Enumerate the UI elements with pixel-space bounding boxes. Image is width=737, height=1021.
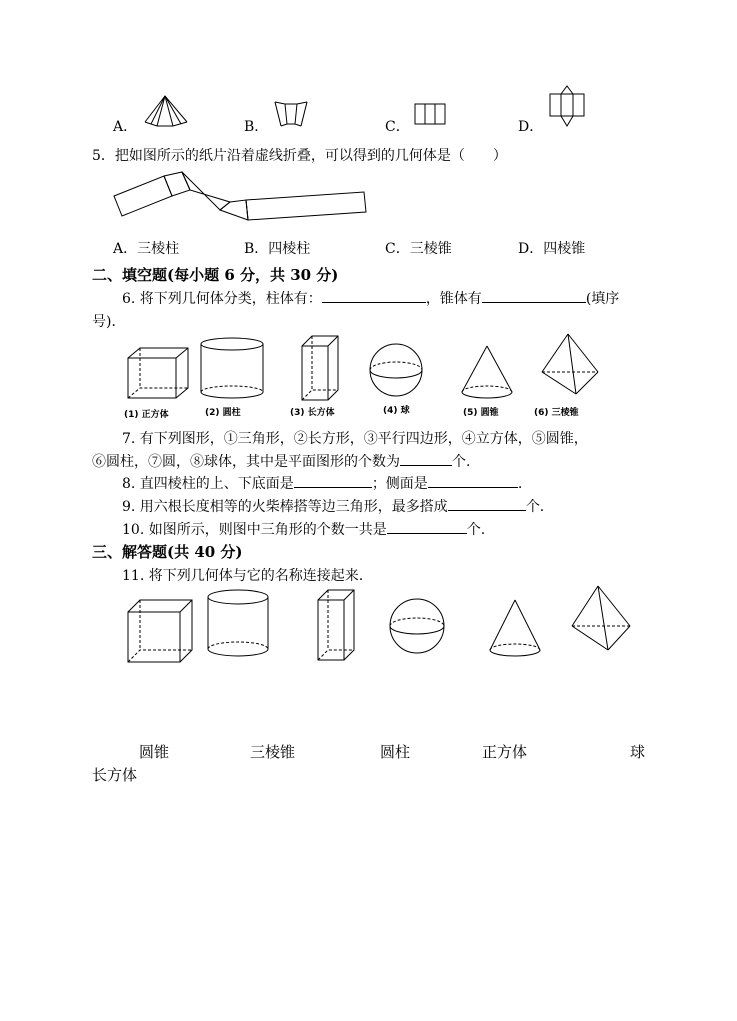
q6-sphere-figure	[368, 342, 424, 398]
q8-text-2: ；侧面是	[371, 476, 428, 492]
q10-text: 10. 如图所示，则图中三角形的个数一共是	[122, 522, 387, 538]
q6-blank-prisms[interactable]	[322, 288, 426, 303]
q7-end: 个.	[452, 454, 471, 470]
q6-line2: 号)．	[92, 314, 126, 330]
q6-caption-3: (3) 长方体	[290, 408, 335, 418]
q11-cuboid-figure	[316, 588, 356, 662]
q8-blank-sides[interactable]	[428, 473, 518, 488]
section3-title: 三、解答题(共 40 分)	[92, 543, 243, 561]
q5-option-d: D．四棱锥	[518, 241, 586, 257]
q11-name-cuboid: 长方体	[92, 766, 138, 784]
q7-line2	[92, 451, 470, 471]
q11-name-cube: 正方体	[482, 743, 528, 761]
q4-option-b-figure	[273, 100, 309, 128]
q4-option-b-label: B．	[244, 119, 269, 135]
q4-option-a-figure	[143, 94, 189, 128]
q5-text: 5．把如图所示的纸片沿着虚线折叠，可以得到的几何体是（ ）	[92, 148, 507, 164]
q6-text-1: 6. 将下列几何体分类，柱体有：	[122, 291, 322, 307]
q6-text-3: (填序	[585, 291, 620, 307]
q8-text-1: 8. 直四棱柱的上、下底面是	[122, 476, 294, 492]
q4-option-c-label: C．	[385, 119, 410, 135]
q5-net-figure	[112, 170, 368, 224]
q7-blank[interactable]	[400, 451, 452, 466]
q6-cuboid-figure	[300, 334, 340, 402]
q10-blank[interactable]	[387, 519, 467, 534]
q6-caption-1: (1) 正方体	[124, 410, 169, 420]
q9-line	[122, 496, 544, 516]
q11-sphere-figure	[388, 596, 446, 660]
q6-line1	[122, 288, 619, 308]
q9-end: 个.	[525, 499, 545, 515]
q7-line1: 7. 有下列图形，①三角形，②长方形，③平行四边形，④立方体，⑤圆锥，	[122, 431, 588, 447]
q4-option-d-figure	[548, 84, 586, 128]
q5-option-c: C．三棱锥	[385, 241, 452, 257]
q6-cylinder-figure	[199, 336, 265, 400]
q6-cone-figure	[460, 344, 514, 400]
q8-blank-bases[interactable]	[294, 473, 372, 488]
q6-blank-pyramids[interactable]	[482, 288, 586, 303]
q11-name-sphere: 球	[630, 743, 646, 761]
q6-caption-2: (2) 圆柱	[205, 408, 241, 418]
q7-text: ⑥圆柱，⑦圆，⑧球体，其中是平面图形的个数为	[92, 454, 400, 470]
q8-end: .	[517, 476, 523, 492]
q9-blank[interactable]	[448, 496, 526, 511]
q6-triangular-pyramid-figure	[540, 332, 600, 398]
q4-option-a-label: A．	[113, 119, 138, 135]
q11-name-cylinder: 圆柱	[380, 743, 411, 761]
q5-option-a: A．三棱柱	[113, 241, 180, 257]
q11-cube-figure	[126, 598, 194, 664]
q6-text-2: ，锥体有	[425, 291, 482, 307]
q9-text: 9. 用六根长度相等的火柴棒搭等边三角形，最多搭成	[122, 499, 448, 515]
q6-caption-5: (5) 圆锥	[463, 408, 499, 418]
q6-cube-figure	[126, 346, 190, 400]
q11-name-triangular-pyramid: 三棱锥	[250, 743, 296, 761]
q11-cylinder-figure	[206, 588, 270, 658]
q6-caption-6: (6) 三棱锥	[534, 408, 579, 418]
q4-option-d-label: D．	[518, 119, 544, 135]
q10-end: 个.	[466, 522, 486, 538]
q11-cone-figure	[488, 598, 544, 660]
q5-option-b: B．四棱柱	[244, 241, 311, 257]
q10-line	[122, 519, 485, 539]
q11-name-cone: 圆锥	[139, 743, 170, 761]
section2-title: 二、填空题(每小题 6 分，共 30 分)	[92, 266, 339, 284]
q11-triangular-pyramid-figure	[570, 584, 632, 654]
q6-caption-4: (4) 球	[383, 406, 410, 416]
q4-option-c-figure	[414, 103, 446, 125]
q11-text: 11. 将下列几何体与它的名称连接起来.	[122, 568, 364, 584]
q8-line	[122, 473, 522, 493]
